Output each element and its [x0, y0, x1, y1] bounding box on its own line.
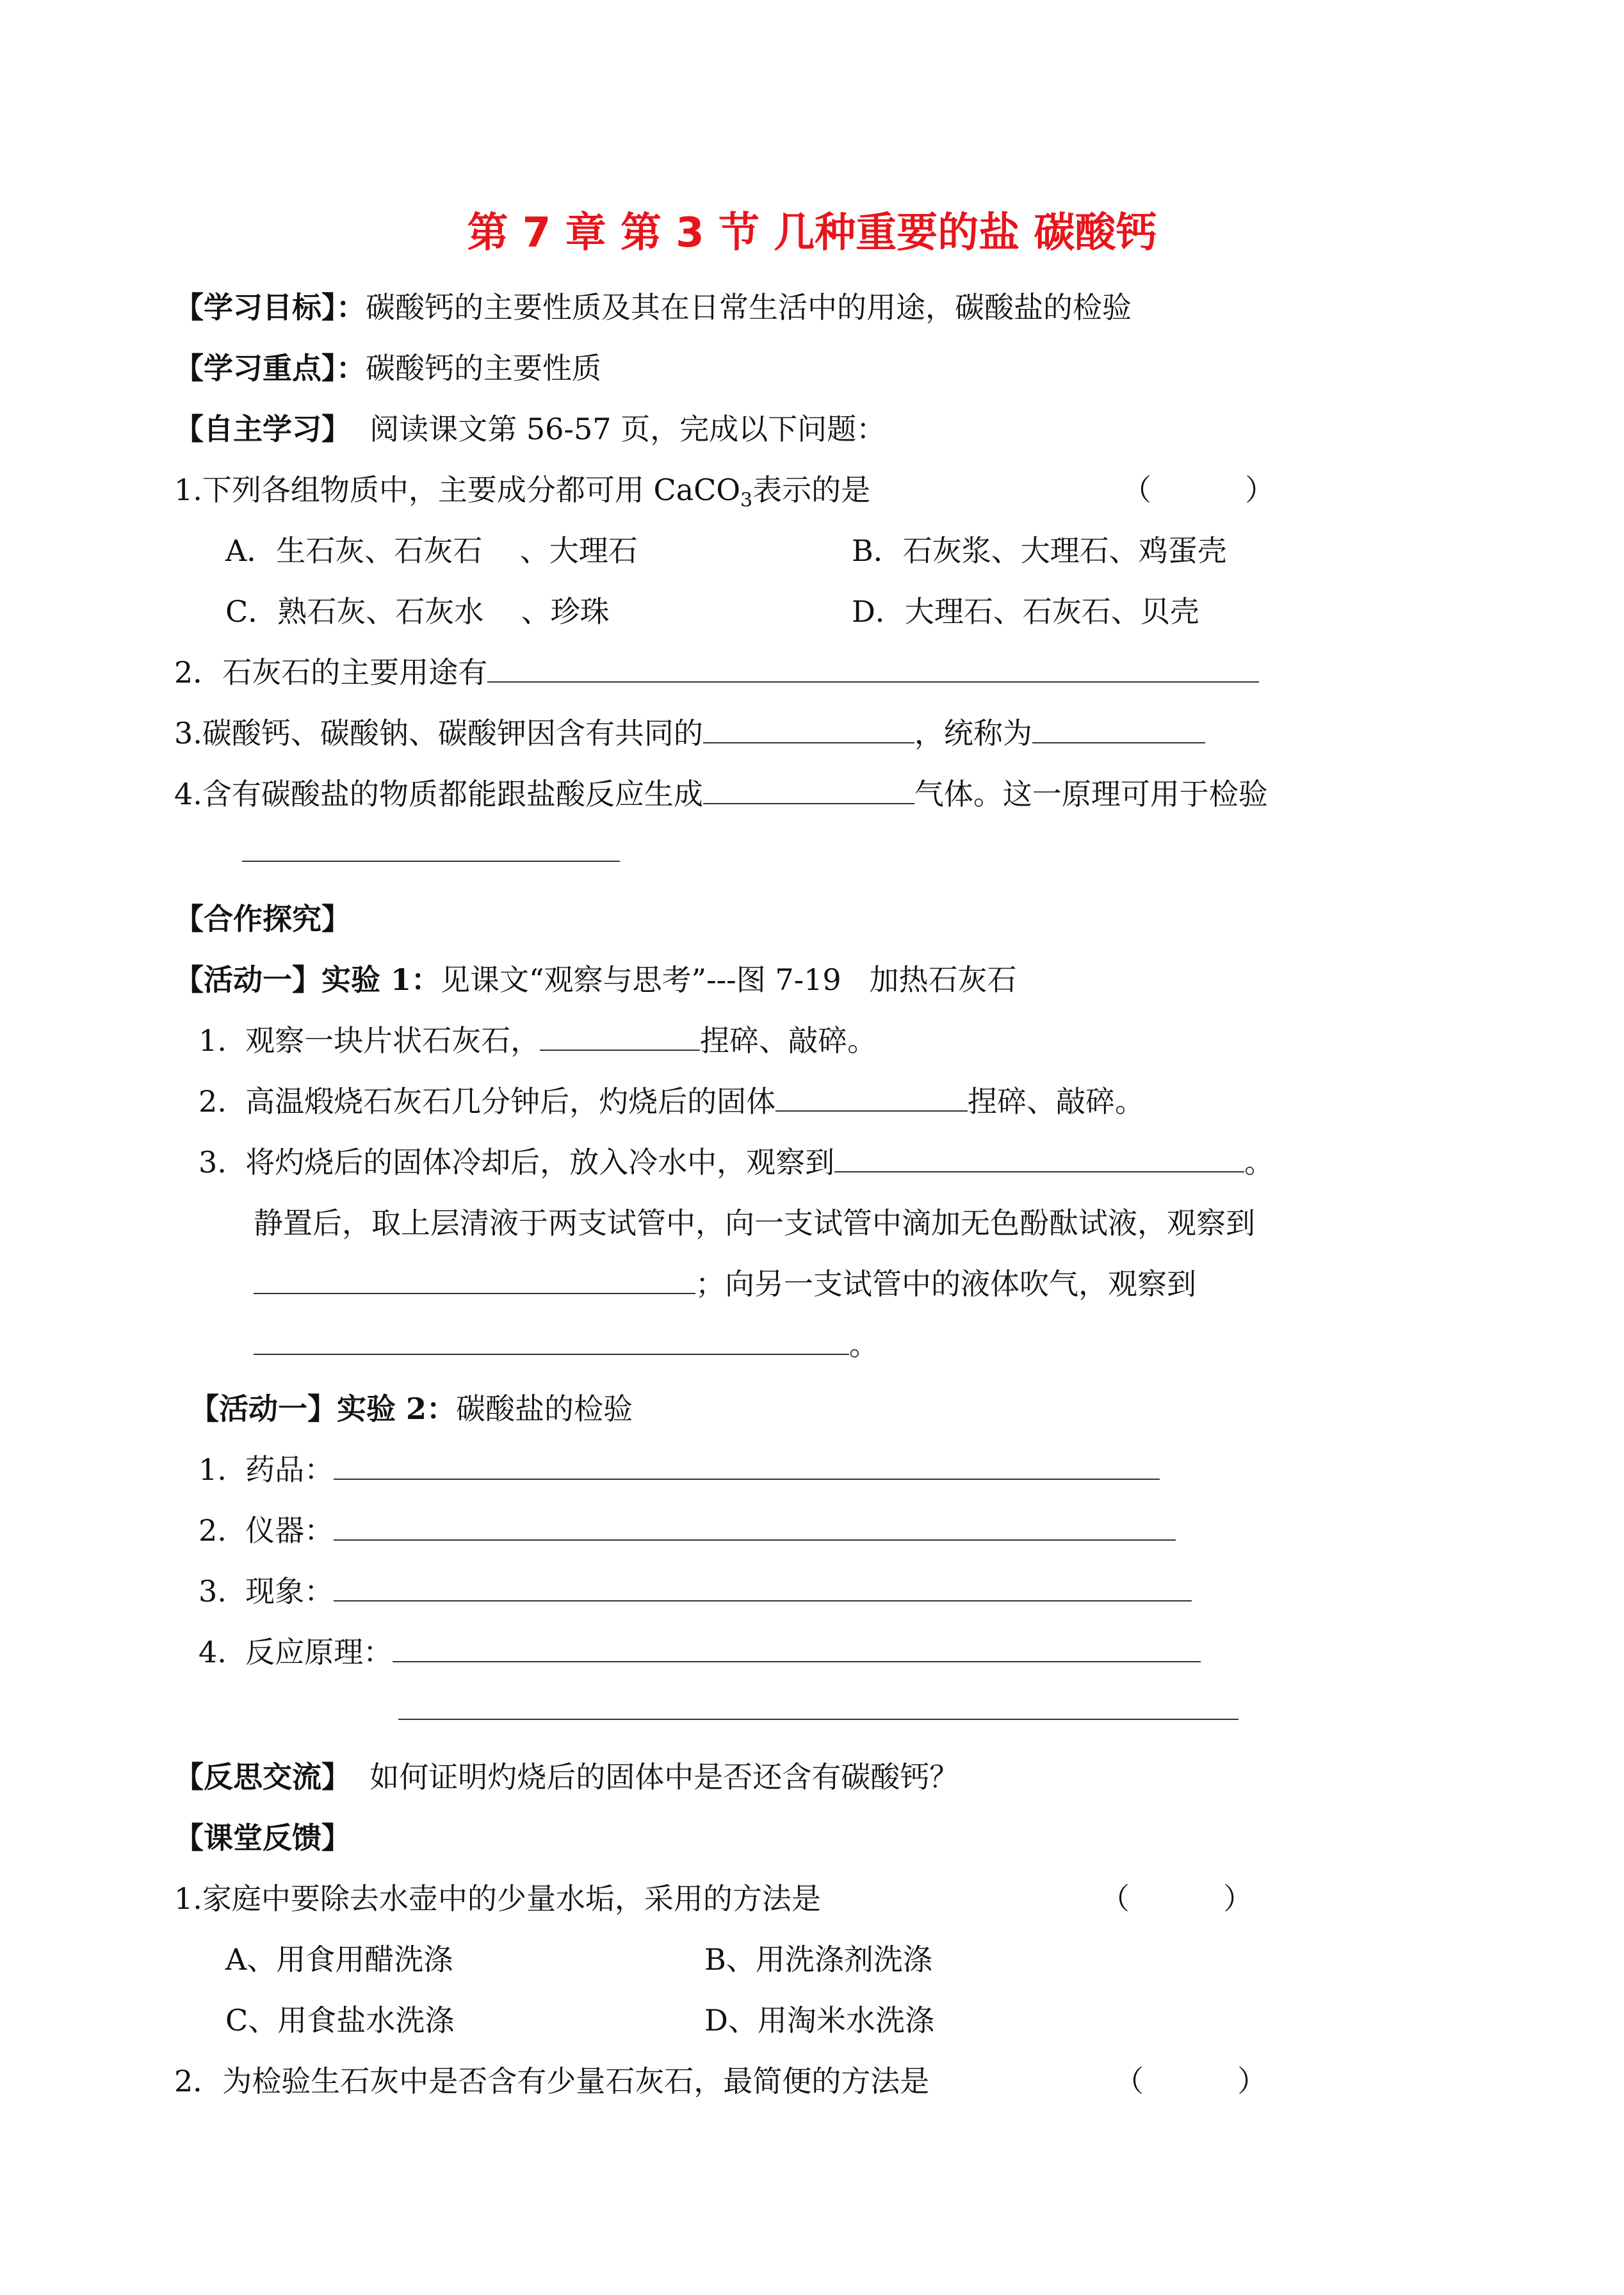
fb1-option-a: A、用食用醋洗涤: [225, 1942, 453, 1977]
fb1-answer-paren[interactable]: （ ）: [1100, 1881, 1253, 1916]
q2-line: 2．石灰石的主要用途有: [174, 653, 1259, 692]
act2-item-4-cont: [398, 1691, 1238, 1729]
act1-item-2: 2. 高温煅烧石灰石几分钟后，灼烧后的固体 捏碎、敲碎。: [199, 1082, 1144, 1121]
act1-blank-4[interactable]: [254, 1265, 695, 1294]
act2-blank-1[interactable]: [334, 1450, 1160, 1480]
act1-blank-1[interactable]: [540, 1021, 700, 1051]
q4-blank-1[interactable]: [703, 775, 914, 804]
focus-text: 碳酸钙的主要性质: [366, 351, 601, 385]
fb2-stem: 2．为检验生石灰中是否含有少量石灰石，最简便的方法是: [174, 2064, 930, 2098]
act1-item-3: 3. 将灼烧后的固体冷却后，放入冷水中，观察到 。: [199, 1143, 1274, 1181]
act2-blank-5[interactable]: [398, 1691, 1238, 1720]
act1-blank-5[interactable]: [254, 1326, 849, 1355]
act2-blank-2[interactable]: [334, 1511, 1176, 1541]
fb1-option-c: C、用食盐水洗涤: [225, 2003, 455, 2038]
q4-line: 4.含有碳酸盐的物质都能跟盐酸反应生成 气体。这一原理可用于检验: [174, 775, 1268, 813]
q1-option-b: B．石灰浆、大理石、鸡蛋壳: [852, 533, 1227, 568]
act1-blank-3[interactable]: [834, 1143, 1244, 1172]
goal-label: 【学习目标】：: [174, 290, 366, 325]
goal-line: [174, 288, 1132, 327]
fb2-answer-paren[interactable]: （ ）: [1114, 2064, 1267, 2098]
act1-item-1: 1. 观察一块片状石灰石， 捏碎、敲碎。: [199, 1021, 877, 1060]
act1-cont-3: 。: [254, 1326, 879, 1364]
act2-item-1: 1. 药品：: [199, 1450, 1160, 1489]
q2-blank[interactable]: [487, 653, 1259, 683]
act1-cont-1: 静置后，取上层清液于两支试管中，向一支试管中滴加无色酚酞试液，观察到: [254, 1206, 1255, 1240]
page-title: 第 7 章 第 3 节 几种重要的盐 碳酸钙: [467, 209, 1157, 257]
fb1-stem: 1.家庭中要除去水壶中的少量水垢，采用的方法是: [174, 1881, 821, 1916]
q1-option-c: C．熟石灰、石灰水 、珍珠: [225, 594, 610, 629]
reflect-line: 【反思交流】 如何证明灼烧后的固体中是否还含有碳酸钙？: [174, 1760, 959, 1794]
activity1-heading: 【活动一】实验 1：见课文“观察与思考”---图 7-19 加热石灰石: [174, 962, 1017, 997]
self-study-text: 阅读课文第 56-57 页，完成以下问题：: [369, 412, 886, 446]
q1-answer-paren[interactable]: （ ）: [1122, 473, 1275, 507]
act2-item-3: 3. 现象：: [199, 1572, 1192, 1610]
act2-item-2: 2. 仪器：: [199, 1511, 1176, 1550]
act2-blank-3[interactable]: [334, 1572, 1192, 1602]
self-study-label: 【自主学习】: [174, 412, 351, 446]
act1-cont-2: ；向另一支试管中的液体吹气，观察到: [254, 1265, 1196, 1303]
coop-heading: 【合作探究】: [174, 902, 351, 936]
goal-text: 碳酸钙的主要性质及其在日常生活中的用途，碳酸盐的检验: [366, 290, 1132, 325]
fb1-option-b: B、用洗涤剂洗涤: [704, 1942, 932, 1977]
q4-blank-2[interactable]: [242, 832, 620, 862]
q3-blank-1[interactable]: [703, 714, 914, 743]
act2-item-4: 4. 反应原理：: [199, 1633, 1201, 1671]
self-study-line: [174, 410, 886, 448]
feedback-heading: 【课堂反馈】: [174, 1821, 351, 1855]
q3-line: 3.碳酸钙、碳酸钠、碳酸钾因含有共同的 ，统称为: [174, 714, 1205, 752]
q3-blank-2[interactable]: [1032, 714, 1205, 743]
focus-label: 【学习重点】：: [174, 351, 366, 385]
act2-blank-4[interactable]: [393, 1633, 1201, 1662]
focus-line: [174, 349, 601, 387]
q1-option-a: A．生石灰、石灰石 、大理石: [225, 533, 638, 568]
fb1-option-d: D、用淘米水洗涤: [704, 2003, 934, 2038]
q4-line-2: [242, 832, 620, 871]
act1-blank-2[interactable]: [775, 1082, 968, 1112]
q1-stem: 1.下列各组物质中，主要成分都可用 CaCO$_3$表示的是: [174, 473, 871, 512]
q1-option-d: D．大理石、石灰石、贝壳: [852, 594, 1199, 629]
activity2-heading: 【活动一】实验 2：碳酸盐的检验: [190, 1391, 633, 1426]
